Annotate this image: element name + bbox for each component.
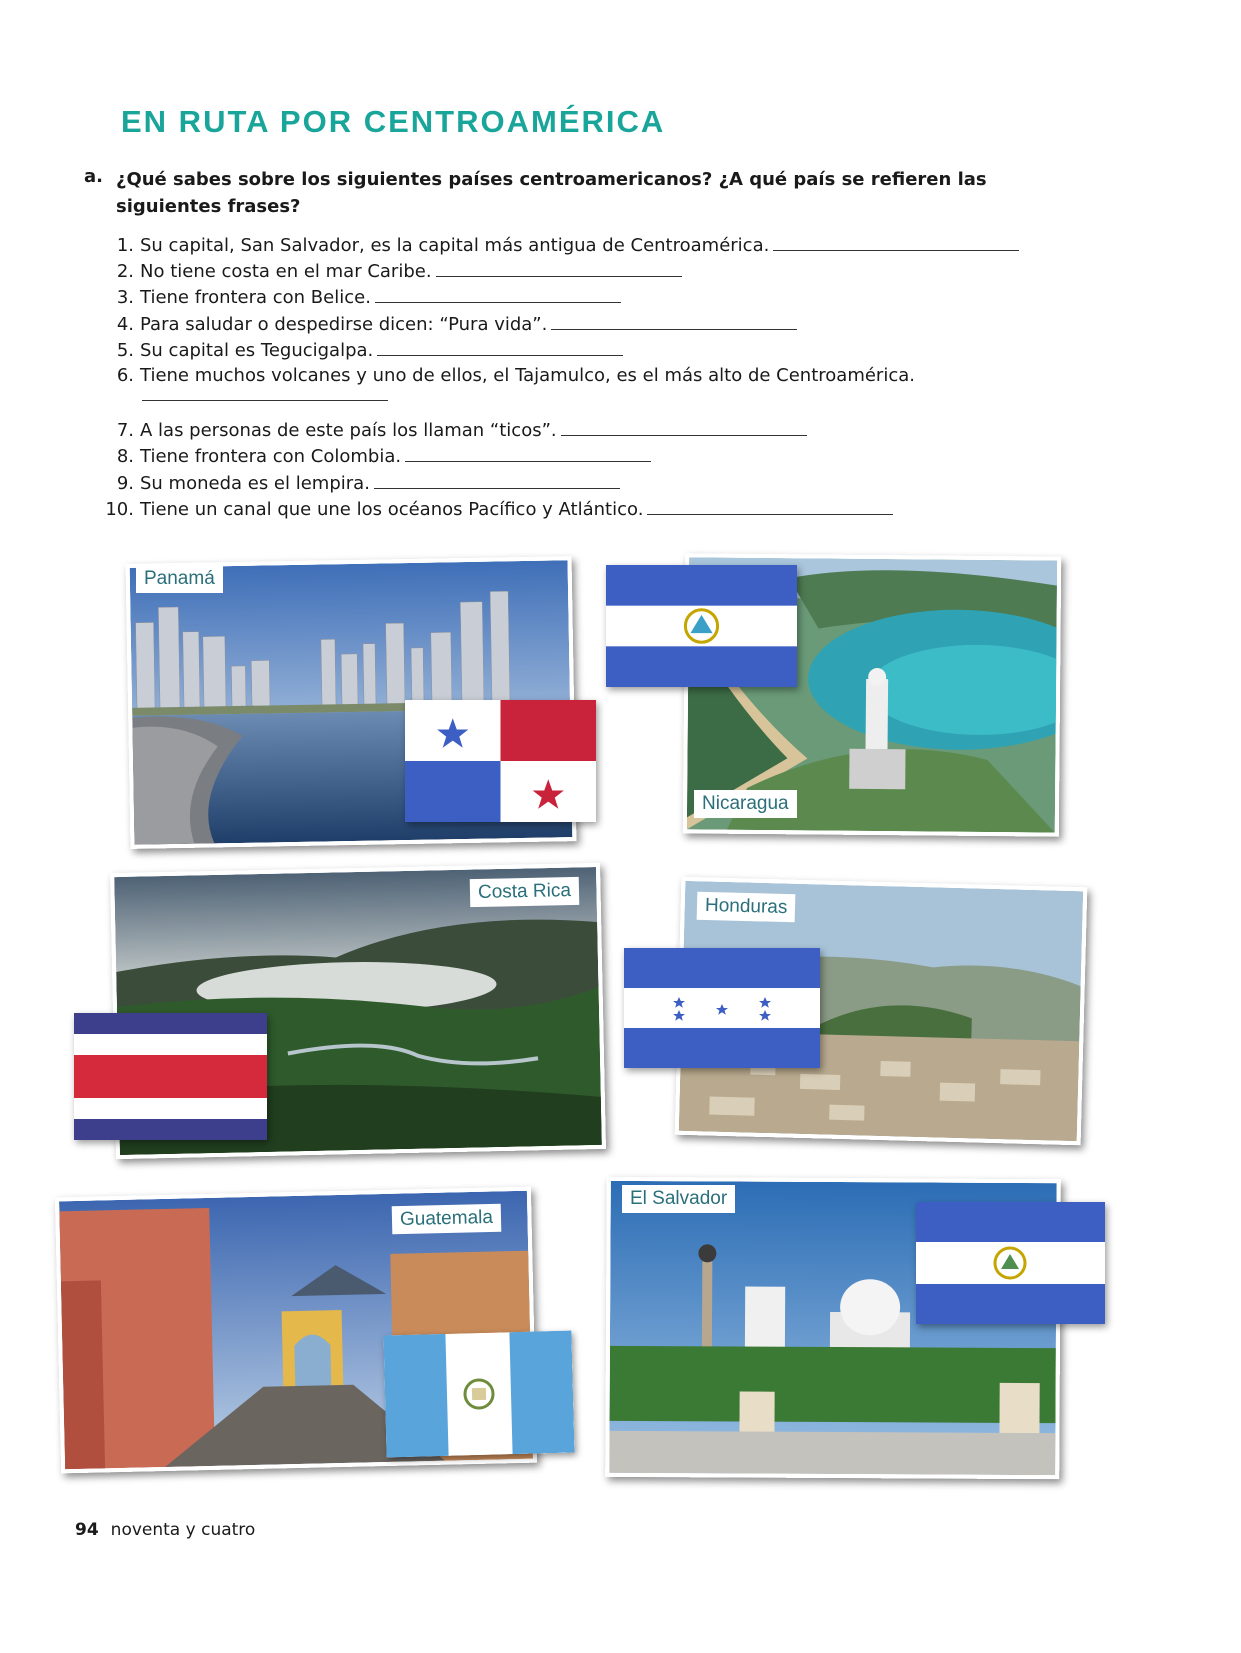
el-salvador-flag — [916, 1202, 1105, 1324]
answer-blank[interactable] — [773, 232, 1019, 251]
list-item: 5. Su capital es Tegucigalpa. — [100, 337, 623, 363]
answer-blank[interactable] — [377, 337, 623, 356]
el-salvador-label: El Salvador — [622, 1185, 735, 1213]
page-footer — [75, 1520, 255, 1540]
costa-rica-label: Costa Rica — [470, 877, 579, 907]
answer-blank[interactable] — [436, 258, 682, 277]
answer-blank[interactable] — [375, 284, 621, 303]
answer-blank[interactable] — [405, 443, 651, 462]
guatemala-label: Guatemala — [392, 1204, 502, 1234]
answer-blank[interactable] — [647, 496, 893, 515]
panama-label: Panamá — [136, 565, 223, 593]
list-item: 9. Su moneda es el lempira. — [100, 470, 620, 496]
guatemala-flag — [383, 1331, 574, 1458]
answer-blank[interactable] — [561, 417, 807, 436]
page-title: EN RUTA POR CENTROAMÉRICA — [121, 104, 666, 139]
list-item: 1. Su capital, San Salvador, es la capital más antigua de Centroamérica. — [100, 232, 1019, 258]
costa-rica-flag — [74, 1013, 267, 1140]
page-number: 94 — [75, 1520, 99, 1540]
list-item: 3. Tiene frontera con Belice. — [100, 284, 621, 310]
list-item: 7. A las personas de este país los llaman “ticos”. — [100, 417, 807, 443]
nicaragua-label: Nicaragua — [694, 790, 797, 818]
honduras-label: Honduras — [697, 892, 796, 923]
panama-flag — [405, 700, 596, 822]
list-item: 8. Tiene frontera con Colombia. — [100, 443, 651, 469]
list-item: 6. Tiene muchos volcanes y uno de ellos, el Tajamulco, es el más alto de Centroamérica. — [116, 365, 915, 386]
list-item: 2. No tiene costa en el mar Caribe. — [100, 258, 682, 284]
exercise-question: ¿Qué sabes sobre los siguientes países centroamericanos? ¿A qué país se refieren las siguientes frases? — [116, 169, 987, 217]
answer-blank[interactable] — [142, 400, 388, 401]
answer-blank[interactable] — [551, 311, 797, 330]
list-item: 10. Tiene un canal que une los océanos Pacífico y Atlántico. — [100, 496, 893, 522]
list-item: 4. Para saludar o despedirse dicen: “Pura vida”. — [100, 311, 797, 337]
page-number-words: noventa y cuatro — [110, 1520, 256, 1540]
honduras-flag — [624, 948, 820, 1068]
exercise-label: a. — [84, 166, 103, 187]
nicaragua-flag — [606, 565, 797, 687]
answer-blank[interactable] — [374, 470, 620, 489]
